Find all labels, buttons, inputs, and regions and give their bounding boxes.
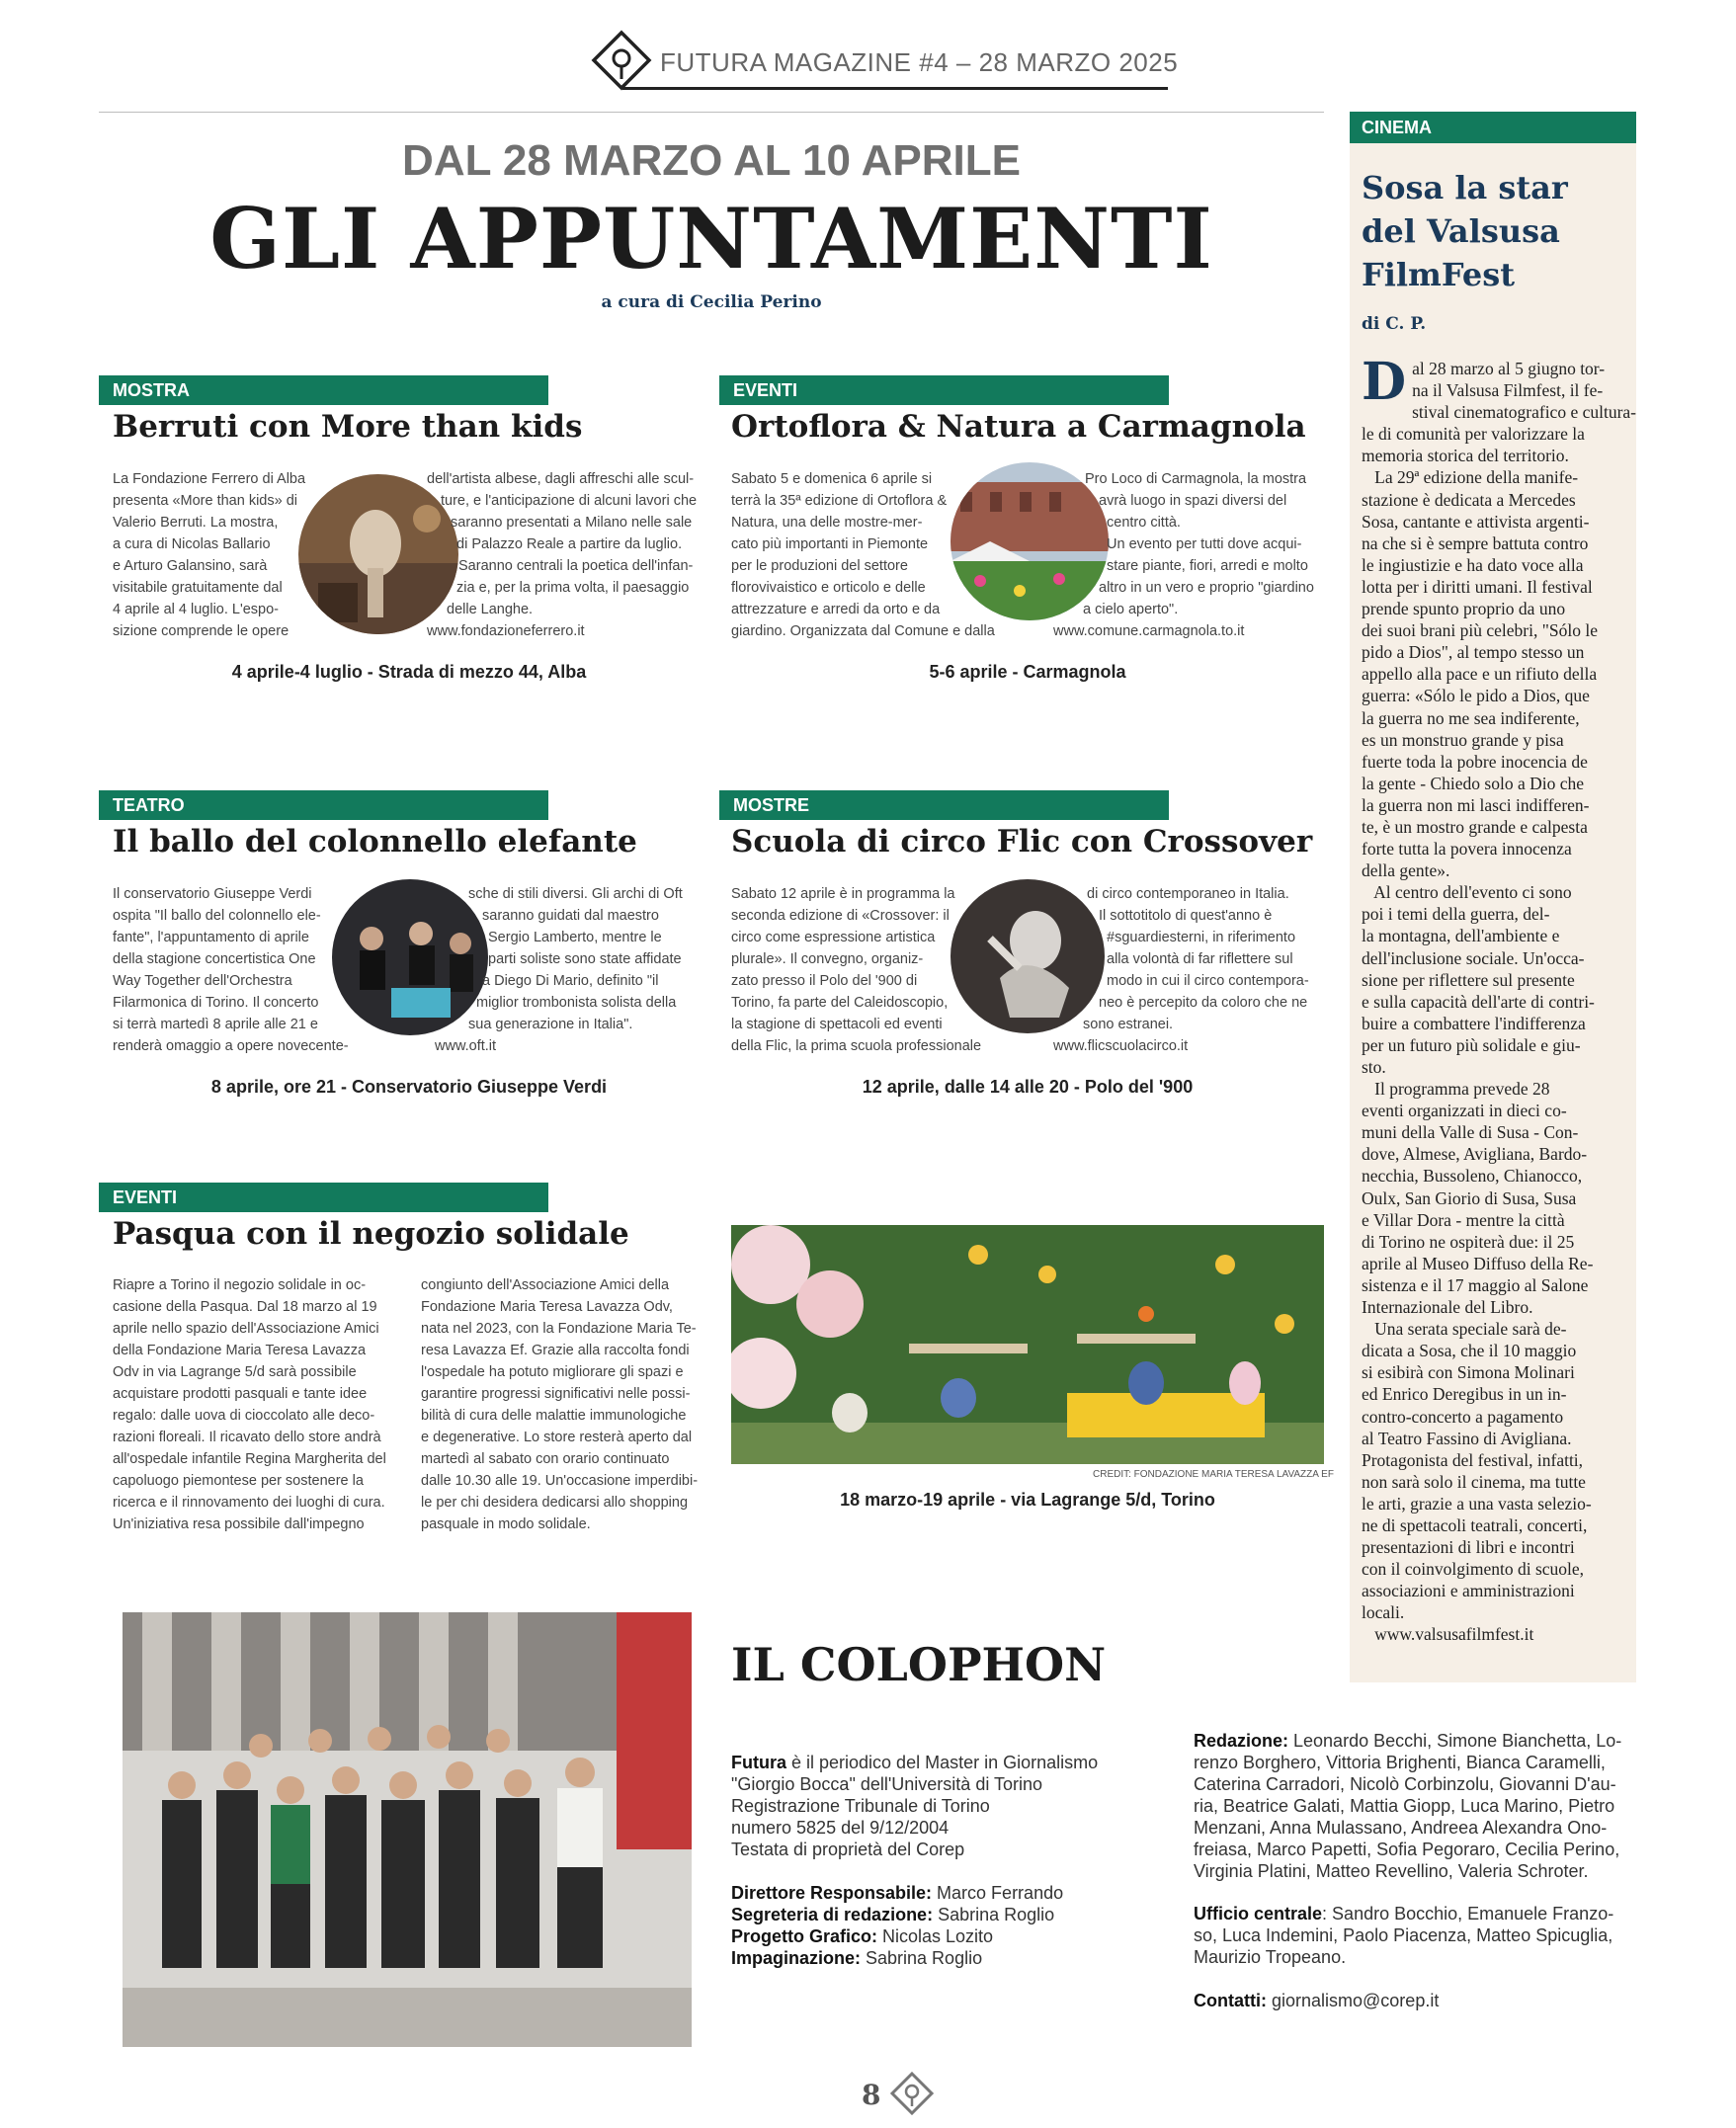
section-title-teatro: Il ballo del colonnello elefante bbox=[113, 824, 637, 859]
colophon-contatti: Contatti: giornalismo@corep.it bbox=[1194, 1991, 1440, 2010]
mostra-text-right: dell'artista albese, dagli affreschi alle scul- ture, e l'anticipazione di alcuni lavori che saranno presentati a Milano nelle sale di Palazzo Reale a partire da luglio. Saranno centrali la poetica dell'infan- zia e, per la prima volta, il paesaggio delle Langhe. www.fondazioneferrero.it bbox=[427, 468, 703, 642]
pasqua-info: 18 marzo-19 aprile - via Lagrange 5/d, Torino bbox=[840, 1490, 1215, 1510]
section-title-pasqua: Pasqua con il negozio solidale bbox=[113, 1216, 629, 1252]
page-byline: a cura di Cecilia Perino bbox=[601, 292, 822, 312]
magazine-logo-icon bbox=[591, 30, 652, 91]
header-rule bbox=[622, 87, 1168, 90]
page-number: 8 bbox=[862, 2079, 881, 2111]
mostra-text-left: La Fondazione Ferrero di Alba presenta «More than kids» di Valerio Berruti. La mostra, a cura di Nicolas Ballario e Arturo Galansino, sarà visitabile gratuitamente dal 4 aprile al 4 luglio. L'espo- sizione comprende le opere bbox=[113, 471, 306, 639]
top-divider bbox=[99, 112, 1324, 113]
section-tag-mostra: MOSTRA bbox=[99, 375, 548, 405]
sidebar-byline: di C. P. bbox=[1362, 314, 1427, 334]
colophon-staff: Direttore Responsabile: Marco Ferrando Segreteria di redazione: Sabrina Roglio Progetto Grafico: Nicolas Lozito Impaginazione: Sabrina Roglio bbox=[731, 1883, 1064, 1968]
contact-email-link[interactable]: giornalismo@corep.it bbox=[1266, 1991, 1440, 2010]
circo-link[interactable]: www.flicscuolacirco.it bbox=[1053, 1038, 1189, 1054]
section-tag-ortoflora: EVENTI bbox=[719, 375, 1169, 405]
colophon-title: IL COLOPHON bbox=[731, 1638, 1107, 1691]
footer-logo-icon bbox=[889, 2071, 935, 2116]
teatro-text-left: Il conservatorio Giuseppe Verdi ospita "Il ballo del colonnello ele- fante", l'appuntamento di aprile della stagione concertistica One Way Together dell'Orchestra Filarmonica di Torino. Il concerto si terrà martedì 8 aprile alle 21 e renderà omaggio a opere novecente- bbox=[113, 886, 349, 1054]
section-tag-circo: MOSTRE bbox=[719, 790, 1169, 820]
teatro-photo bbox=[332, 879, 488, 1035]
header-text: FUTURA MAGAZINE #4 – 28 MARZO 2025 bbox=[660, 47, 1179, 77]
pasqua-photo bbox=[731, 1225, 1324, 1464]
teatro-text-right: sche di stili diversi. Gli archi di Oft saranno guidati dal maestro Sergio Lamberto, mentre le parti soliste sono state affidate a Diego Di Mario, definito "il miglior trombonista solista della sua generazione in Italia". www.oft.it bbox=[468, 883, 725, 1057]
photo-credit: CREDIT: FONDAZIONE MARIA TERESA LAVAZZA EF bbox=[1093, 1469, 1334, 1480]
section-title-ortoflora: Ortoflora & Natura a Carmagnola bbox=[731, 409, 1306, 445]
pasqua-text-col2: congiunto dell'Associazione Amici della Fondazione Maria Teresa Lavazza Odv, nata nel 2023, con la Fondazione Maria Te- resa Lavazza Ef. Grazie alla raccolta fondi l'ospedale ha potuto migliorare gli spazi e garantire progressi significativi nelle possi- bilità di cura delle malattie immunologiche e degenerative. Lo store resterà aperto dal martedì al sabato con orario continuato dalle 10.30 alle 19. Un'occasione imperdibi- le per chi desidera dedicarsi allo shopping pasquale in modo solidale. bbox=[421, 1277, 699, 1532]
dropcap: D bbox=[1362, 352, 1407, 412]
mostra-info: 4 aprile-4 luglio - Strada di mezzo 44, Alba bbox=[231, 662, 587, 682]
ortoflora-text-right: Pro Loco di Carmagnola, la mostra avrà luogo in spazi diversi del centro città. Un evento per tutti dove acqui- stare piante, fiori, arredi e molto altro in un vero e proprio "giardino a cielo aperto". www.comune.carmagnola.to.it bbox=[1053, 468, 1330, 642]
pasqua-text-col1: Riapre a Torino il negozio solidale in oc- casione della Pasqua. Dal 18 marzo al 19 aprile nello spazio dell'Associazione Amici della Fondazione Maria Teresa Lavazza Odv in via Lagrange 5/d sarà possibile acquistare prodotti pasquali e tante idee regalo: dalle uova di cioccolato alle deco- razioni floreali. Il ricavato dello store andrà all'ospedale infantile Regina Margherita del capoluogo piemontese per sostenere la ricerca e il rinnovamento dei luoghi di cura. Un'iniziativa resa possibile dall'impegno bbox=[113, 1277, 386, 1532]
group-photo bbox=[123, 1612, 692, 2047]
section-tag-teatro: TEATRO bbox=[99, 790, 548, 820]
circo-info: 12 aprile, dalle 14 alle 20 - Polo del '900 bbox=[862, 1077, 1194, 1097]
teatro-link[interactable]: www.oft.it bbox=[435, 1038, 497, 1054]
teatro-info: 8 aprile, ore 21 - Conservatorio Giuseppe Verdi bbox=[210, 1077, 608, 1097]
circo-text-left: Sabato 12 aprile è in programma la seconda edizione di «Crossover: il circo come espressione artistica plurale». Il convegno, organiz- zato presso il Polo del '900 di Torino, fa parte del Caleidoscopio, la stagione di spettacoli ed eventi della Flic, la prima scuola professionale bbox=[731, 886, 982, 1054]
colophon-intro: Futura è il periodico del Master in Giornalismo "Giorgio Bocca" dell'Università di Torino Registrazione Tribunale di Torino numero 5825 del 9/12/2004 Testata di proprietà del Corep bbox=[731, 1753, 1099, 1859]
ortoflora-info: 5-6 aprile - Carmagnola bbox=[929, 662, 1126, 682]
sidebar-link[interactable]: www.valsusafilmfest.it bbox=[1362, 1624, 1534, 1645]
sidebar-title: Sosa la star del Valsusa FilmFest bbox=[1362, 169, 1568, 293]
circo-text-right: di circo contemporaneo in Italia. Il sottotitolo di quest'anno è #sguardiesterni, in riferimento alla volontà di far riflettere sul modo in cui il circo contempora- neo è percepito da coloro che ne sono estranei. www.flicscuolacirco.it bbox=[1053, 883, 1330, 1057]
page-title: GLI APPUNTAMENTI bbox=[209, 190, 1213, 287]
sidebar-article: D al 28 marzo al 5 giugno tor- na il Valsusa Filmfest, il fe- stival cinematografico e cultura- le di comunità per valorizzare la memoria storica del territorio. La 29ª edizione della manife- stazione è dedicata a Mercedes Sosa, cantante e attivista argenti- na che si è sempre battuta contro le ingiustizie e ha dato voce alla lotta per i diritti umani. Il festival prende spunto proprio da uno dei suoi brani più celebri, "Sólo le pido a Dios", al tempo stesso un appello alla pace e un rifiuto della guerra: «Sólo le pido a Dios, que la guerra no me sea indiferente, es un monstruo grande y pisa fuerte toda la pobre inocencia de la gente - Chiedo solo a Dio che la guerra non mi lasci indifferen- te, è un mostro grande e calpesta forte tutta la povera innocenza della gente». Al centro dell'evento ci sono poi i temi della guerra, del- la montagna, dell'ambiente e dell'inclusione sociale. Un'occa- sione per riflettere sul presente e sulla capacità dell'arte di contri- buire a combattere l'indifferenza per un futuro più solidale e giu- sto. Il programma prevede 28 eventi organizzati in dieci co- muni della Valle di Susa - Con- dove, Almese, Avigliana, Bardo- necchia, Bussoleno, Chianocco, Oulx, San Giorio di Susa, Susa e Villar Dora - mentre la città di Torino ne ospiterà due: il 25 aprile al Museo Diffuso della Re- sistenza e il 17 maggio al Salone Internazionale del Libro. Una serata speciale sarà de- dicata a Sosa, che il 10 maggio si esibirà con Simona Molinari ed Enrico Deregibus in un in- contro-concerto a pagamento al Teatro Fassino di Avigliana. Protagonista del festival, infatti, non sarà solo il cinema, ma tutte le arti, grazie a una vasta selezio- ne di spettacoli teatrali, concerti, presentazioni di libri e incontri con il coinvolgimento di scuole, associazioni e amministrazioni locali. www.valsusafilmfest.it bbox=[1362, 352, 1637, 1645]
mostra-link[interactable]: www.fondazioneferrero.it bbox=[427, 623, 585, 639]
colophon-redazione: Redazione: Leonardo Becchi, Simone Bianchetta, Lo- renzo Borghero, Vittoria Brighenti, Bianca Caramelli, Caterina Carradori, Nicolò Corbinzolu, Giovanni D'au- ria, Beatrice Galati, Mattia Giopp, Luca Marino, Pietro Menzani, Anna Mulassano, Andreea Alexandra Ono- freiasa, Marco Papetti, Sofia Pegoraro, Cecilia Perino, Virginia Platini, Matteo Revellino, Valeria Schroter. bbox=[1194, 1731, 1622, 1881]
section-tag-pasqua: EVENTI bbox=[99, 1183, 548, 1212]
sidebar-tag: CINEMA bbox=[1350, 112, 1636, 143]
page-kicker: DAL 28 MARZO AL 10 APRILE bbox=[402, 136, 1021, 185]
ortoflora-link[interactable]: www.comune.carmagnola.to.it bbox=[1053, 623, 1245, 639]
ortoflora-text-left: Sabato 5 e domenica 6 aprile si terrà la 35ª edizione di Ortoflora & Natura, una delle mostre-mer- cato più importanti in Piemonte per le produzioni del settore florovivaistico e orticolo e delle attrezzature e arredi da orto e da giardino. Organizzata dal Comune e dalla bbox=[731, 471, 995, 639]
colophon-ufficio: Ufficio centrale: Sandro Bocchio, Emanuele Franzo- so, Luca Indemini, Paolo Piacenza, Matteo Spicuglia, Maurizio Tropeano. bbox=[1194, 1904, 1614, 1967]
section-title-mostra: Berruti con More than kids bbox=[113, 409, 583, 445]
section-title-circo: Scuola di circo Flic con Crossover bbox=[731, 824, 1313, 859]
